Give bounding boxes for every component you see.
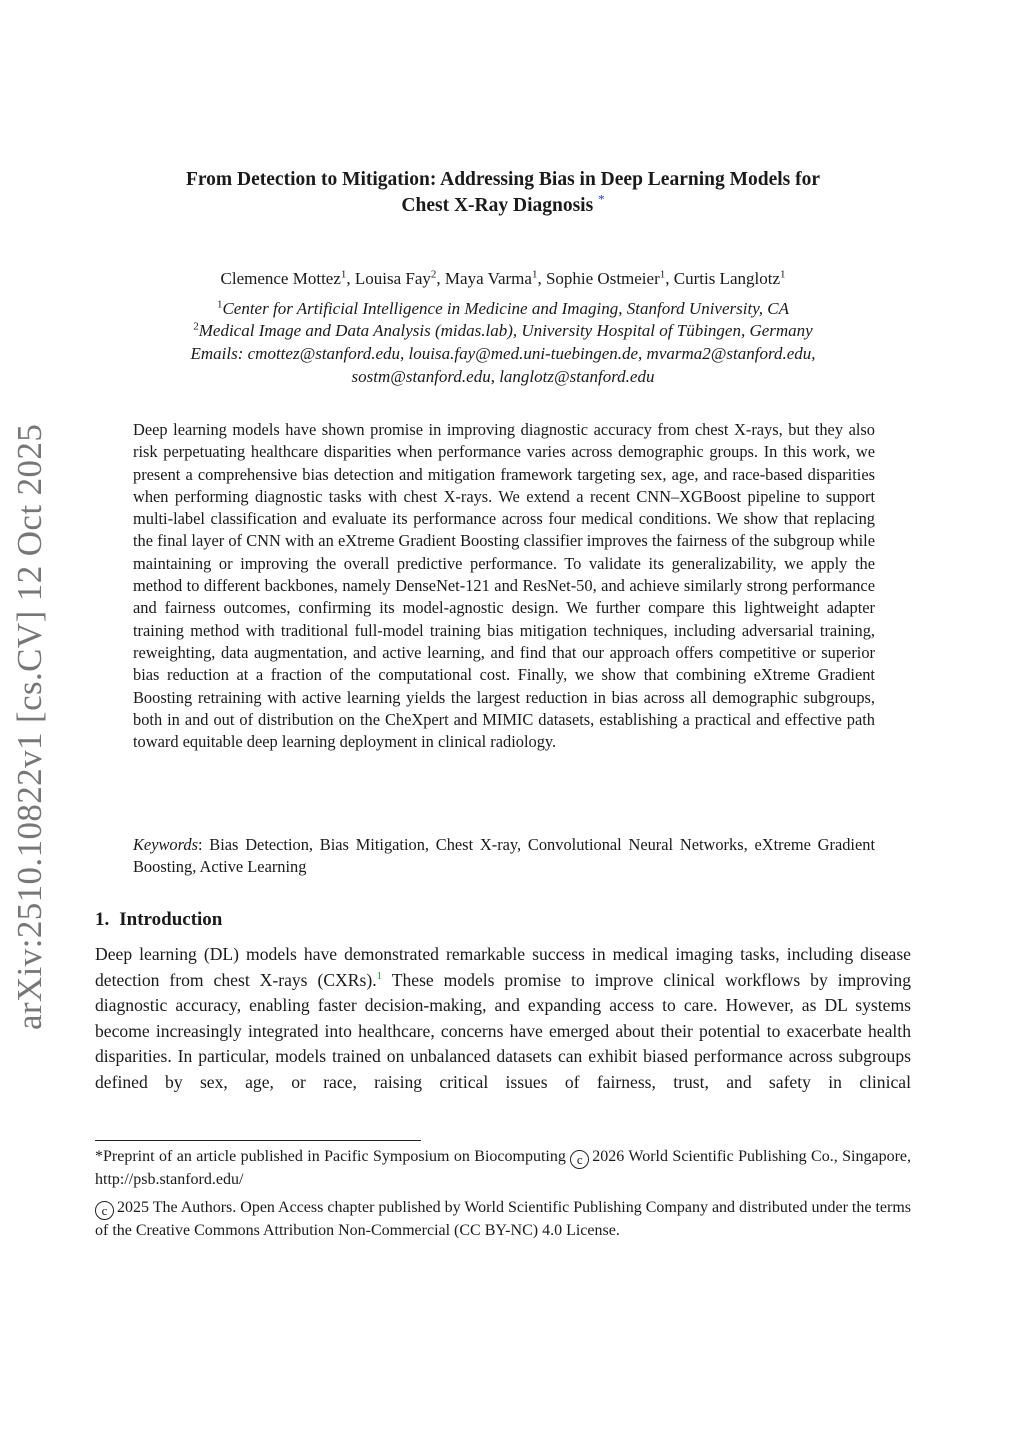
footnote-license-text: 2025 The Authors. Open Access chapter published by World Scientific Publishing Company and distributed under the terms of the Creative Commons Attribution Non-Commercial (CC BY-NC) 4.0 License. <box>95 1199 911 1239</box>
author-list: Clemence Mottez$^1$, Louisa Fay$^2$, Maya Varma$^1$, Sophie Ostmeier$^1$, Curtis Langlotz$^1$ <box>220 268 786 288</box>
intro-text-part-2: These models promise to improve clinical workflows by improving diagnostic accuracy, enabling faster decision-making, and expanding access to care. However, as DL systems become increasingly integrated into healthcare, concerns have emerged about their potential to exacerbate health disparities. In particular, models trained on unbalanced datasets can exhibit biased performance across subgroups defined by sex, age, or race, raising critical issues of fairness, trust, and safety in clinical <box>95 969 911 1092</box>
author-affiliation-mark: 1 <box>531 268 538 281</box>
copyright-icon: c <box>570 1150 589 1169</box>
author-emails <box>100 343 906 388</box>
keywords-text: : Bias Detection, Bias Mitigation, Chest X-ray, Convolutional Neural Networks, eXtreme Gradient Boosting, Active Learning <box>133 835 875 877</box>
footnote-preprint-rest[interactable]: 2026 World Scientific Publishing Co., Singapore, http://psb.stanford.edu/ <box>95 1148 911 1188</box>
keywords <box>133 834 875 879</box>
introduction-paragraph <box>95 942 911 1095</box>
section-title: Introduction <box>119 909 223 930</box>
footnote-preprint <box>95 1146 911 1191</box>
author-affiliation-mark: 1 <box>340 268 347 281</box>
author-affiliation-mark: 2 <box>430 268 437 281</box>
author-affiliation-mark: 1 <box>659 268 666 281</box>
author-name: Maya Varma <box>444 269 532 288</box>
footnote-rule <box>95 1140 421 1141</box>
paper-title <box>100 167 906 219</box>
section-heading-introduction <box>95 908 222 932</box>
affiliation-text: Medical Image and Data Analysis (midas.lab), University Hospital of Tübingen, Germany <box>198 321 813 340</box>
emails-line-1[interactable]: Emails: cmottez@stanford.edu, louisa.fay@med.uni-tuebingen.de, mvarma2@stanford.edu, <box>190 344 816 363</box>
arxiv-identifier-stamp: arXiv:2510.10822v1 [cs.CV] 12 Oct 2025 <box>10 423 49 1030</box>
affiliation-text: Center for Artificial Intelligence in Medicine and Imaging, Stanford University, CA <box>222 299 790 318</box>
title-line-1: From Detection to Mitigation: Addressing Bias in Deep Learning Models for <box>185 169 821 190</box>
abstract: Deep learning models have shown promise in improving diagnostic accuracy from chest X-rays, but they also risk perpetuating healthcare disparities when performance varies across demographic groups. In this work, we present a comprehensive bias detection and mitigation framework targeting sex, age, and race-based disparities when performing diagnostic tasks with chest X-rays. We extend a recent CNN–XGBoost pipeline to support multi-label classification and evaluate its performance across four medical conditions. We show that replacing the final layer of CNN with an eXtreme Gradient Boosting classifier improves the fairness of the subgroup while maintaining or improving the overall predictive performance. To validate its generalizability, we apply the method to different backbones, namely DenseNet-121 and ResNet-50, and achieve similarly strong performance and fairness outcomes, confirming its model-agnostic design. We further compare this lightweight adapter training method with traditional full-model training bias mitigation techniques, including adversarial training, reweighting, data augmentation, and active learning, and find that our approach offers competitive or superior bias reduction at a fraction of the computational cost. Finally, we show that combining eXtreme Gradient Boosting retraining with active learning yields the largest reduction in bias across all demographic subgroups, both in and out of distribution on the CheXpert and MIMIC datasets, establishing a practical and effective path toward equitable deep learning deployment in clinical radiology. <box>133 420 875 752</box>
emails-line-2[interactable]: sostm@stanford.edu, langlotz@stanford.edu <box>351 366 655 386</box>
title-footnote-mark[interactable]: * <box>598 191 605 207</box>
citation-link[interactable]: 1 <box>376 969 383 982</box>
intro-text-part-1: Deep learning (DL) models have demonstrated remarkable success in medical imaging tasks, including disease detection from chest X-rays (CXRs). <box>95 944 911 990</box>
author-name: Clemence Mottez <box>220 269 341 288</box>
title-line-2: Chest X-Ray Diagnosis <box>401 195 594 216</box>
copyright-icon: c <box>95 1201 114 1220</box>
author-affiliation-mark: 1 <box>779 268 786 281</box>
affiliation-number: 1 <box>216 298 223 311</box>
affiliation-number: 2 <box>193 320 199 333</box>
affiliation-2 <box>100 320 906 342</box>
author-name: Sophie Ostmeier <box>545 269 660 288</box>
footnote-preprint-text: *Preprint of an article published in Pacific Symposium on Biocomputing <box>95 1148 566 1165</box>
author-name: Louisa Fay <box>354 269 431 288</box>
keywords-label: Keywords <box>133 835 198 854</box>
footnote-license <box>95 1197 911 1242</box>
author-name: Curtis Langlotz <box>673 269 780 288</box>
section-number: 1. <box>95 909 110 930</box>
affiliation-1 <box>100 298 906 320</box>
